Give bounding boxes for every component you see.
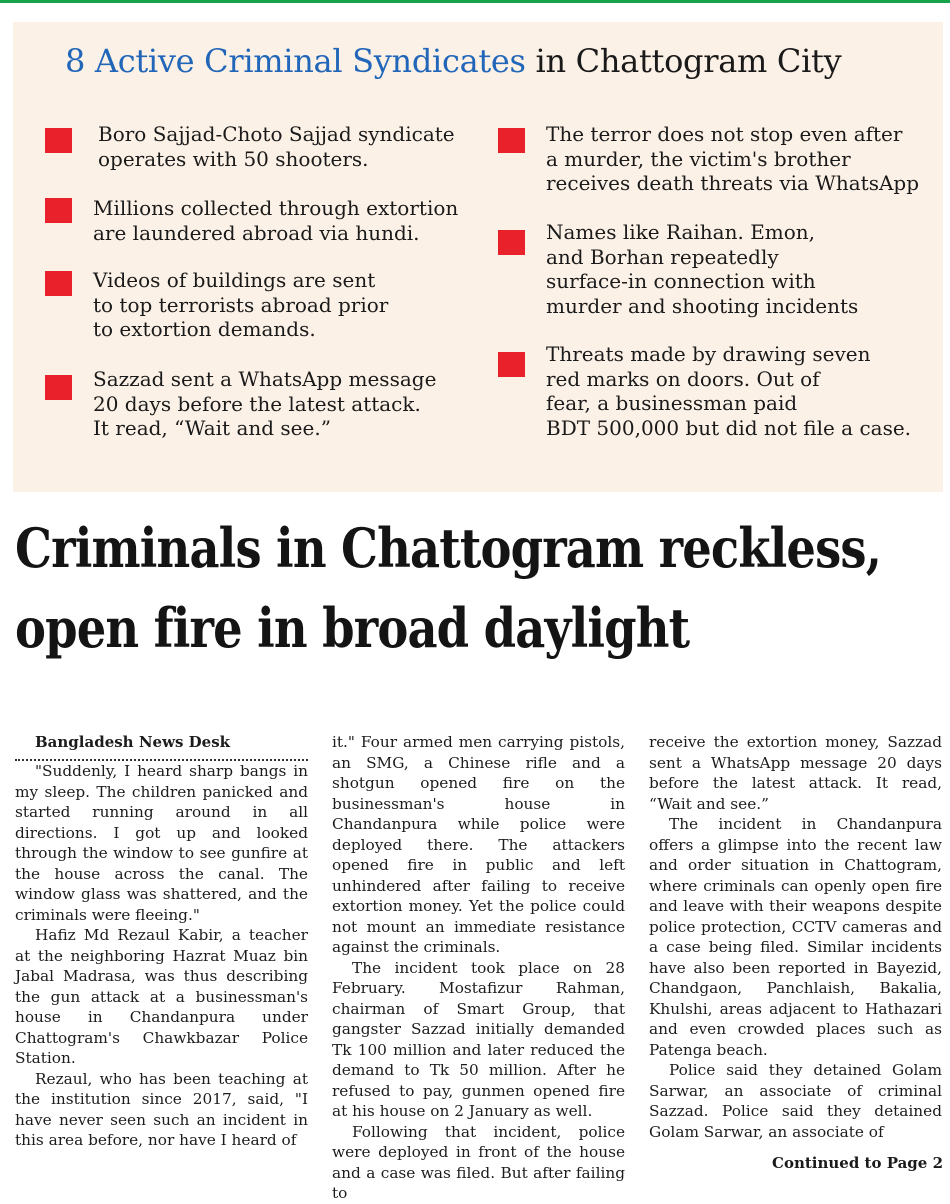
info-box-title [65,42,841,80]
article-column-2 [332,732,625,1204]
red-square-icon [498,230,525,255]
info-box-title-rest: in Chattogram City [525,42,842,80]
headline [15,508,882,668]
info-bullet-right-3: Threats made by drawing seven red marks on doors. Out of fear, a businessman paid BDT 500,000 but did not file a case. [546,342,912,440]
headline-line-1: Criminals in Chattogram reckless, [15,516,882,580]
paragraph: The incident took place on 28 February. Mostafizur Rahman, chairman of Smart Group, that gangster Sazzad initially demanded Tk 100 million and later reduced the demand to Tk 50 million. After he refused to pay, gunmen opened fire at his house on 2 January as well. [332,958,625,1120]
red-square-icon [45,198,72,223]
byline: Bangladesh News Desk [15,732,308,761]
red-square-icon [498,128,525,153]
continued-link: Continued to Page 2 [772,1154,943,1172]
paragraph: Following that incident, police were deployed in front of the house and a case was filed. But after failing to [332,1122,625,1202]
red-square-icon [45,271,72,296]
info-bullet-left-4: Sazzad sent a WhatsApp message 20 days before the latest attack. It read, “Wait and see.” [93,367,437,440]
paragraph: The incident in Chandanpura offers a glimpse into the recent law and order situation in Chattogram, where criminals can openly open fire and leave with their weapons despite police protection, CCTV cameras and a case being filed. Similar incidents have also been reported in Bayezid, Chandgaon, Panchlaish, Bakalia, Khulshi, areas adjacent to Hathazari and even crowded places such as Patenga beach. [649,815,942,1059]
paragraph: it." Four armed men carrying pistols, an SMG, a Chinese rifle and a shotgun opened fire on the businessman's house in Chandanpura while police were deployed there. The attackers opened fire in public and left unhindered after failing to receive extortion money. Yet the police could not mount an immediate resistance against the criminals. [332,733,625,956]
info-bullet-right-1: The terror does not stop even after a murder, the victim's brother receives death threats via WhatsApp [546,122,920,195]
red-square-icon [498,352,525,377]
red-square-icon [45,375,72,400]
info-box-title-accent: 8 Active Criminal Syndicates [65,42,526,80]
info-bullet-left-2: Millions collected through extortion are laundered abroad via hundi. [93,196,459,245]
info-bullet-right-2: Names like Raihan. Emon, and Borhan repeatedly surface-in connection with murder and shooting incidents [546,220,859,318]
paragraph: Hafiz Md Rezaul Kabir, a teacher at the neighboring Hazrat Muaz bin Jabal Madrasa, was thus describing the gun attack at a businessman's house in Chandanpura under Chattogram's Chawkbazar Police Station. [15,926,308,1067]
paragraph: Rezaul, who has been teaching at the institution since 2017, said, "I have never seen such an incident in this area before, nor have I heard of [15,1069,308,1149]
info-box [13,22,943,492]
top-rule [0,0,950,3]
headline-line-2: open fire in broad daylight [15,596,690,660]
red-square-icon [45,128,72,153]
paragraph: receive the extortion money, Sazzad sent a WhatsApp message 20 days before the latest attack. It read, “Wait and see.” [649,733,942,813]
article-column-1 [15,732,308,1151]
paragraph: Police said they detained Golam Sarwar, an associate of criminal Sazzad. Police said they detained Golam Sarwar, an associate of [649,1061,942,1141]
article-column-3 [649,732,942,1142]
paragraph: "Suddenly, I heard sharp bangs in my sleep. The children panicked and started running around in all directions. I got up and looked through the window to see gunfire at the house across the canal. The window glass was shattered, and the criminals were fleeing." [15,762,308,924]
info-bullet-left-1: Boro Sajjad-Choto Sajjad syndicate operates with 50 shooters. [98,122,455,171]
info-bullet-left-3: Videos of buildings are sent to top terrorists abroad prior to extortion demands. [93,268,389,341]
